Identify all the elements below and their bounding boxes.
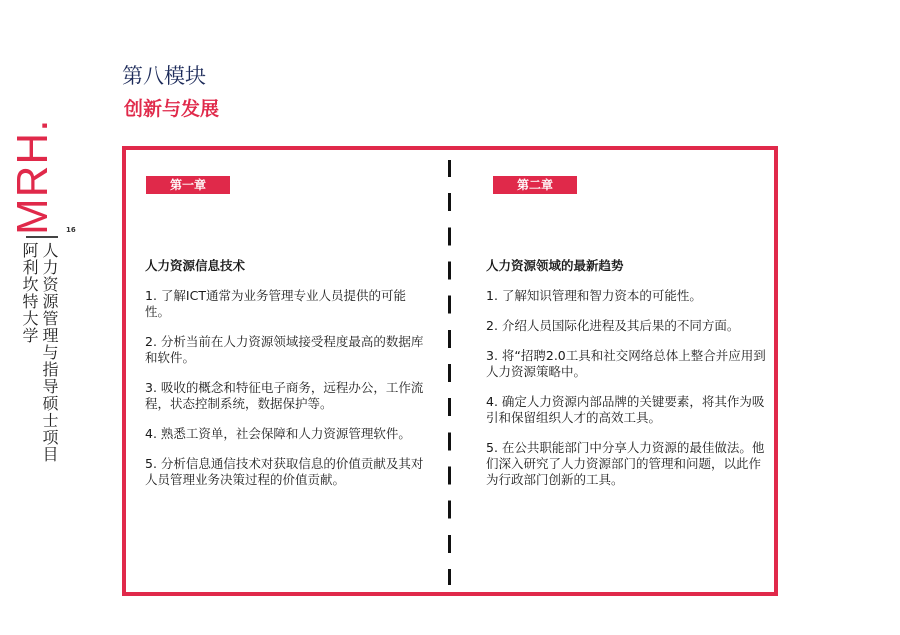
list-item: 2. 分析当前在人力资源领域接受程度最高的数据库和软件。 [145,334,424,365]
column-divider [448,160,451,585]
chapter-badge-2: 第二章 [493,176,577,194]
column-heading: 人力资源领域的最新趋势 [486,258,624,273]
module-subtitle: 创新与发展 [124,98,220,120]
list-item: 5. 分析信息通信技术对获取信息的价值贡献及其对人员管理业务决策过程的价值贡献。 [145,456,424,487]
chapter-badge-1: 第一章 [146,176,230,194]
column-heading: 人力资源信息技术 [145,258,246,273]
module-title: 第八模块 [122,64,206,88]
column-chapter-2 [486,258,766,502]
page-number: 16 [66,226,76,234]
list-item: 4. 确定人力资源内部品牌的关键要素，将其作为吸引和保留组织人才的高效工具。 [486,394,765,425]
sidebar-divider [26,236,58,238]
list-item: 1. 了解知识管理和智力资本的可能性。 [486,288,702,303]
brand-logo: MRH. [8,118,57,235]
list-item: 1. 了解ICT通常为业务管理专业人员提供的可能性。 [145,288,406,319]
list-item: 3. 吸收的概念和特征电子商务，远程办公，工作流程，状态控制系统，数据保护等。 [145,380,424,411]
list-item: 3. 将“招聘2.0工具和社交网络总体上整合并应用到人力资源策略中。 [486,348,766,379]
column-chapter-1 [145,258,430,502]
university-name: 阿利坎特大学 [20,242,39,344]
list-item: 5. 在公共职能部门中分享人力资源的最佳做法。他们深入研究了人力资源部门的管理和问题，以此作为行政部门创新的工具。 [486,440,765,487]
list-item: 4. 熟悉工资单，社会保障和人力资源管理软件。 [145,426,411,441]
program-name: 人力资源管理与指导硕士项目 [40,242,59,463]
list-item: 2. 介绍人员国际化进程及其后果的不同方面。 [486,318,740,333]
